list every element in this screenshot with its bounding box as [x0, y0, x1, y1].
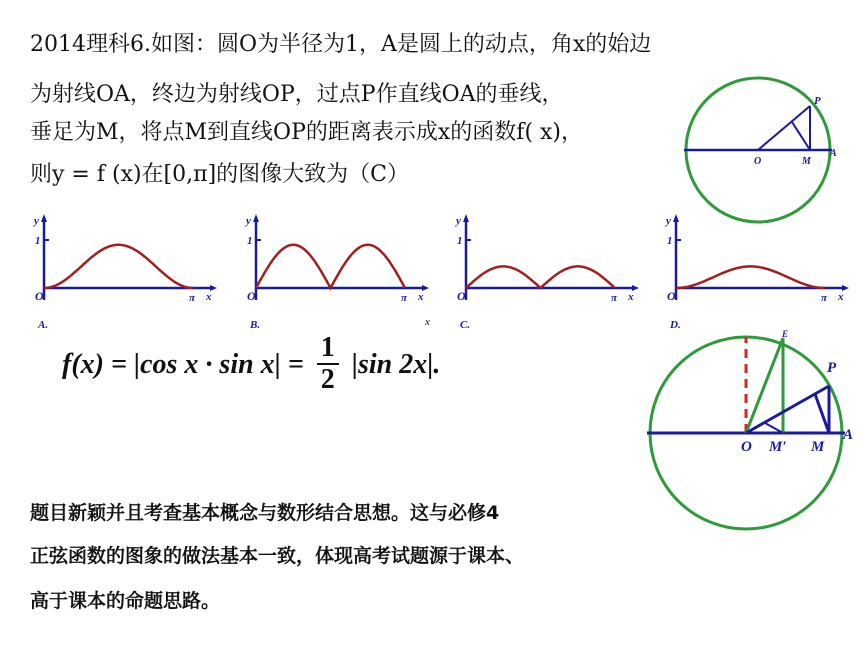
green-ray — [746, 338, 783, 433]
option-graph-a — [28, 210, 218, 335]
y-arrow — [673, 214, 679, 222]
label-a: A — [830, 148, 837, 159]
stray-x-label: x — [425, 316, 430, 328]
y-tick-label: 1 — [457, 235, 463, 247]
label-o: O — [754, 156, 762, 167]
figure-unit-circle — [676, 70, 851, 220]
pi-label: π — [401, 292, 408, 304]
comment-line-2: 正弦函数的图象的做法基本一致，体现高考试题源于课本、 — [30, 545, 525, 567]
formula-fraction — [317, 333, 339, 395]
option-curve-a — [44, 245, 193, 288]
y-axis-label: y — [456, 215, 461, 227]
fraction-numerator: 1 — [317, 333, 339, 365]
ray-op-2 — [746, 386, 829, 433]
x-axis-label: x — [418, 291, 424, 303]
label-a-2: A — [843, 427, 854, 443]
formula-rhs: |sin 2x|. — [351, 349, 441, 380]
pi-label: π — [611, 292, 618, 304]
y-arrow — [253, 214, 259, 222]
y-axis-label: y — [34, 215, 39, 227]
y-tick-label: 1 — [247, 235, 253, 247]
distance-segment — [792, 122, 810, 150]
x-axis-label: x — [628, 291, 634, 303]
problem-line-1: 2014理科6.如图：圆O为半径为1，A是圆上的动点，角x的始边 — [30, 32, 652, 57]
y-arrow — [41, 214, 47, 222]
label-e: E — [782, 329, 789, 339]
problem-line-2: 为射线OA，终边为射线OP，过点P作直线OA的垂线， — [30, 82, 564, 107]
option-graph-b — [240, 210, 430, 335]
x-axis-label: x — [838, 291, 844, 303]
distance-segment-2 — [815, 394, 829, 433]
fraction-denominator: 2 — [320, 364, 335, 395]
pi-label: π — [189, 292, 196, 304]
origin-label: O — [667, 289, 676, 303]
formula — [62, 333, 440, 395]
ray-op — [758, 106, 810, 150]
option-label: A. — [38, 319, 49, 331]
label-o-2: O — [741, 439, 752, 455]
y-axis-label: y — [246, 215, 251, 227]
origin-label: O — [247, 289, 256, 303]
problem-line-4: 则y = f (x)在[0,π]的图像大致为（C） — [30, 162, 410, 187]
y-tick-label: 1 — [35, 235, 41, 247]
option-curve-c — [466, 266, 615, 288]
option-label: B. — [250, 319, 261, 331]
option-graph-d — [660, 210, 850, 335]
label-m-2: M — [811, 439, 825, 455]
problem-line-3: 垂足为M，将点M到直线OP的距离表示成x的函数f( x)， — [30, 120, 584, 145]
y-arrow — [463, 214, 469, 222]
label-p-2: P — [827, 360, 837, 376]
label-m: M — [802, 156, 811, 167]
label-m-prime: M′ — [769, 439, 787, 455]
y-axis-label: y — [666, 215, 671, 227]
x-axis-label: x — [206, 291, 212, 303]
y-tick-label: 1 — [667, 235, 673, 247]
option-curve-b — [256, 245, 405, 288]
option-label: C. — [460, 319, 471, 331]
figure-construction — [645, 329, 854, 535]
comment-line-3: 高于课本的命题思路。 — [30, 590, 221, 612]
option-graph-c — [450, 210, 640, 335]
comment-line-1: 题目新颖并且考查基本概念与数形结合思想。这与必修4 — [30, 502, 500, 524]
label-p: P — [814, 95, 821, 107]
formula-lhs: f(x) = |cos x · sin x| = — [62, 349, 304, 380]
origin-label: O — [35, 289, 44, 303]
option-label: D. — [670, 319, 681, 331]
origin-label: O — [457, 289, 466, 303]
pi-label: π — [821, 292, 828, 304]
option-curve-d — [676, 266, 825, 288]
